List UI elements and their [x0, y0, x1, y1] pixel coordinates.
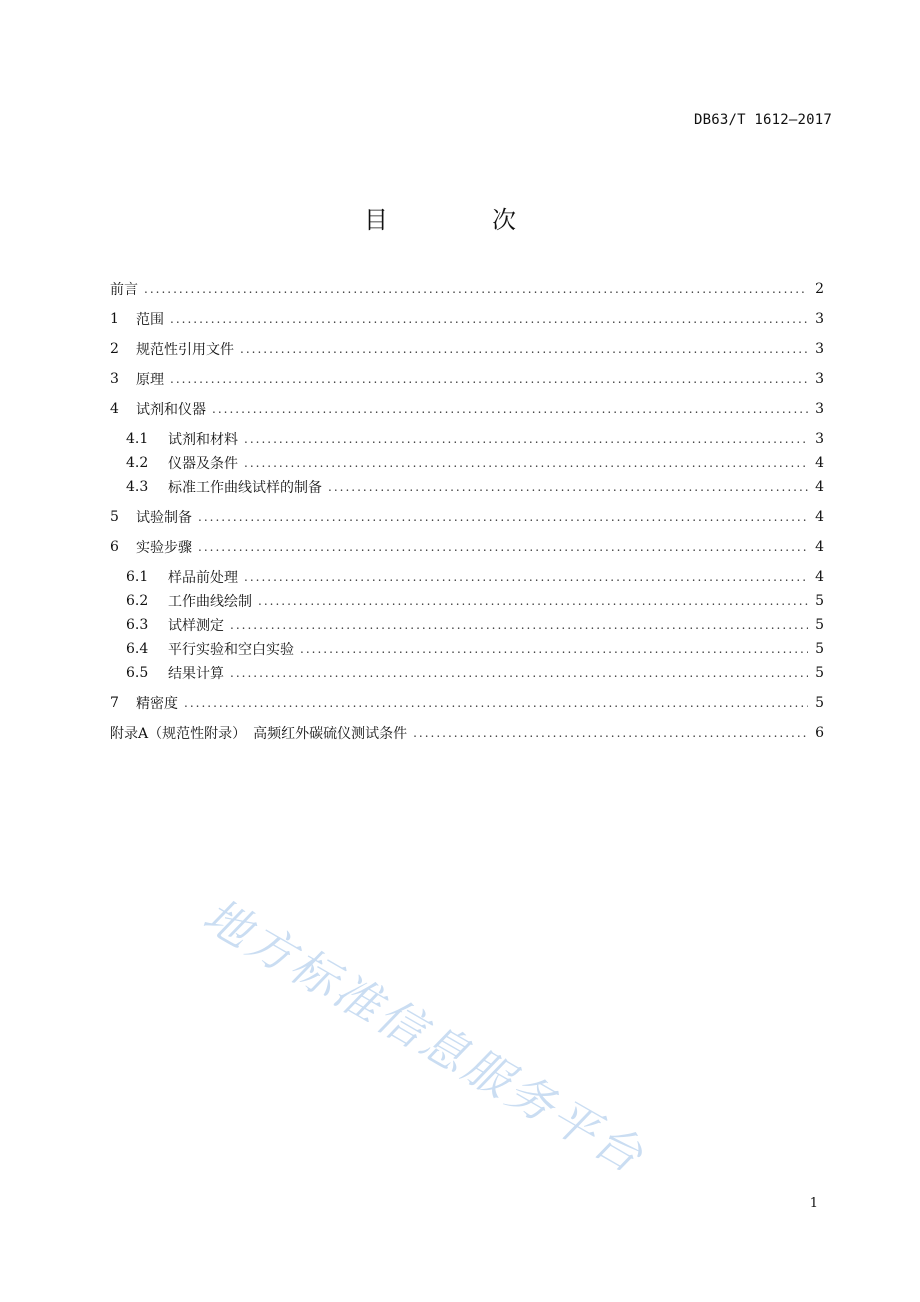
watermark: 地方标准信息服务平台 — [194, 887, 655, 1185]
toc-entry-page: 5 — [815, 641, 824, 657]
toc-entry-page: 4 — [815, 509, 824, 525]
dot-leader — [413, 726, 808, 740]
toc-entry-number: 2 — [110, 341, 119, 357]
toc-entry-number: 1 — [110, 311, 119, 327]
toc-entry[interactable] — [110, 536, 824, 558]
toc-entry[interactable] — [126, 428, 824, 450]
dot-leader — [244, 432, 808, 446]
toc-entry-page: 3 — [815, 431, 824, 447]
toc-entry[interactable] — [110, 398, 824, 420]
dot-leader — [170, 372, 808, 386]
toc-entry[interactable] — [126, 452, 824, 474]
toc-entry-number: 6.5 — [126, 665, 149, 681]
toc-entry[interactable] — [110, 308, 824, 330]
standard-code: DB63/T 1612—2017 — [693, 112, 832, 128]
toc-entry-label: 试样测定 — [168, 618, 224, 634]
toc-entry-number: 4.3 — [126, 479, 149, 495]
toc-entry[interactable] — [126, 566, 824, 588]
toc-entry-number: 5 — [110, 509, 119, 525]
toc-entry-label: 样品前处理 — [168, 570, 238, 586]
toc-entry-label: 精密度 — [136, 696, 178, 712]
dot-leader — [244, 570, 808, 584]
toc-entry-page: 4 — [815, 569, 824, 585]
dot-leader — [170, 312, 808, 326]
toc-entry[interactable] — [110, 506, 824, 528]
toc-entry-number: 3 — [110, 371, 119, 387]
toc-entry-number: 4.1 — [126, 431, 149, 447]
toc-entry-label: 结果计算 — [168, 666, 224, 682]
toc-entry[interactable] — [126, 590, 824, 612]
toc-entry-number: 6.4 — [126, 641, 149, 657]
toc-entry-label: 工作曲线绘制 — [168, 594, 252, 610]
toc-entry-label: 范围 — [136, 312, 164, 328]
dot-leader — [240, 342, 808, 356]
dot-leader — [212, 402, 808, 416]
toc-entry-page: 3 — [815, 371, 824, 387]
toc-entry[interactable] — [110, 722, 824, 744]
toc-entry-label: 试剂和仪器 — [136, 402, 206, 418]
toc-entry-page: 3 — [815, 401, 824, 417]
toc-entry-page: 5 — [815, 695, 824, 711]
toc-entry-number: 6.2 — [126, 593, 149, 609]
toc-entry[interactable] — [126, 476, 824, 498]
dot-leader — [184, 696, 808, 710]
toc-entry-number: 6 — [110, 539, 119, 555]
dot-leader — [244, 456, 808, 470]
toc-entry-label: 规范性引用文件 — [136, 342, 234, 358]
toc-entry-page: 3 — [815, 311, 824, 327]
toc-entry-label: 实验步骤 — [136, 540, 192, 556]
toc-entry-page: 5 — [815, 617, 824, 633]
toc-entry[interactable] — [126, 614, 824, 636]
toc-entry-label: 试剂和材料 — [168, 432, 238, 448]
toc-entry-label: 原理 — [136, 372, 164, 388]
toc-entry-page: 2 — [815, 281, 824, 297]
toc-entry-page: 5 — [815, 665, 824, 681]
dot-leader — [230, 618, 808, 632]
dot-leader — [144, 282, 808, 296]
toc-entry-label: 附录A（规范性附录） 高频红外碳硫仪测试条件 — [110, 726, 408, 742]
toc-entry[interactable] — [110, 692, 824, 714]
dot-leader — [258, 594, 808, 608]
dot-leader — [328, 480, 808, 494]
toc-entry[interactable] — [126, 638, 824, 660]
toc-entry-number: 7 — [110, 695, 119, 711]
toc-entry-page: 4 — [815, 539, 824, 555]
toc-entry-number: 4.2 — [126, 455, 149, 471]
toc-entry-page: 6 — [815, 725, 824, 741]
toc-entry-page: 3 — [815, 341, 824, 357]
toc-entry[interactable] — [126, 662, 824, 684]
page-number: 1 — [809, 1196, 818, 1211]
toc-entry-page: 5 — [815, 593, 824, 609]
toc-entry-page: 4 — [815, 455, 824, 471]
toc-entry[interactable] — [110, 338, 824, 360]
toc-entry-number: 6.1 — [126, 569, 149, 585]
dot-leader — [198, 540, 808, 554]
dot-leader — [198, 510, 808, 524]
toc-entry-number: 4 — [110, 401, 119, 417]
dot-leader — [230, 666, 808, 680]
toc-entry-label: 标准工作曲线试样的制备 — [168, 480, 322, 496]
toc-entry[interactable] — [110, 278, 824, 300]
toc-entry[interactable] — [110, 368, 824, 390]
toc-entry-label: 平行实验和空白实验 — [168, 642, 294, 658]
dot-leader — [300, 642, 808, 656]
page-title: 目 次 — [364, 206, 556, 234]
toc-entry-page: 4 — [815, 479, 824, 495]
toc-entry-label: 仪器及条件 — [168, 456, 238, 472]
toc-entry-number: 6.3 — [126, 617, 149, 633]
toc-entry-label: 试验制备 — [136, 510, 192, 526]
toc-entry-label: 前言 — [110, 282, 138, 298]
